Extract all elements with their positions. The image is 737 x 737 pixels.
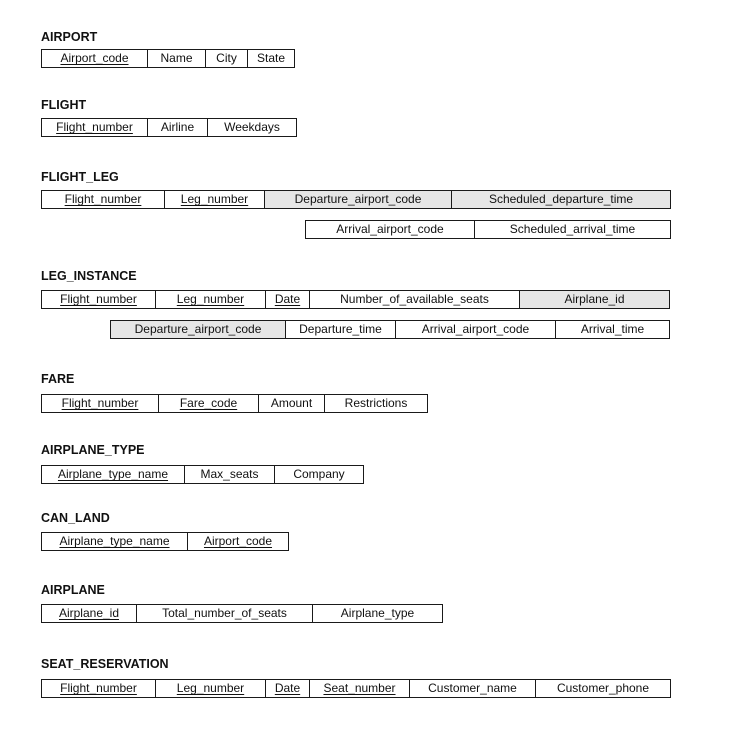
attr-restrictions: Restrictions xyxy=(344,396,408,410)
relation-title-leg-instance: LEG_INSTANCE xyxy=(41,269,137,283)
attr-airplane-type: Airplane_type xyxy=(340,606,415,620)
relation-airplane-attributes xyxy=(41,604,443,623)
relation-flight-leg-attributes xyxy=(41,190,671,209)
attr-airplane-type-name: Airplane_type_name xyxy=(42,466,185,483)
attr-airport-code: Airport_code xyxy=(203,534,273,548)
relation-fare-attributes xyxy=(41,394,428,413)
attr-departure-airport-code: Departure_airport_code xyxy=(111,321,286,338)
attr-flight-number: Flight_number xyxy=(42,395,159,412)
attr-flight-number: Flight_number xyxy=(42,191,165,208)
attr-leg-number: Leg_number xyxy=(156,291,266,308)
attr-flight-number: Flight_number xyxy=(42,291,156,308)
relation-title-fare: FARE xyxy=(41,372,75,386)
relation-airplane-type-attributes xyxy=(41,465,364,484)
attr-airline: Airline xyxy=(148,119,208,136)
relation-leg-instance-attributes xyxy=(41,290,670,309)
attr-airplane-type-name: Airplane_type_name xyxy=(42,533,188,550)
attr-leg-number: Leg_number xyxy=(165,191,265,208)
attr-city: City xyxy=(206,50,248,67)
relation-flight-attributes xyxy=(41,118,297,137)
relation-seat-reservation-attributes xyxy=(41,679,671,698)
attr-date: Date xyxy=(266,291,310,308)
relation-title-seat-reservation: SEAT_RESERVATION xyxy=(41,657,169,671)
attr-departure-airport-code: Departure_airport_code xyxy=(265,191,452,208)
attr-max-seats: Max_seats xyxy=(185,466,275,483)
attr-date: Date xyxy=(266,680,310,697)
attr-scheduled-departure-time: Scheduled_departure_time xyxy=(452,191,670,208)
attr-weekdays: Weekdays xyxy=(224,120,280,134)
attr-total-number-of-seats: Total_number_of_seats xyxy=(137,605,313,622)
attr-airplane-id: Airplane_id xyxy=(520,291,669,308)
attr-airport-code: Airport_code xyxy=(42,50,148,67)
attr-arrival-airport-code: Arrival_airport_code xyxy=(306,221,475,238)
relation-title-airplane: AIRPLANE xyxy=(41,583,105,597)
relation-title-can-land: CAN_LAND xyxy=(41,511,110,525)
relation-title-flight: FLIGHT xyxy=(41,98,87,112)
attr-customer-name: Customer_name xyxy=(410,680,536,697)
attr-state: State xyxy=(256,51,286,65)
relation-leg-instance-attributes-continued xyxy=(110,320,670,339)
attr-arrival-airport-code: Arrival_airport_code xyxy=(396,321,556,338)
attr-amount: Amount xyxy=(259,395,325,412)
attr-departure-time: Departure_time xyxy=(286,321,396,338)
relation-flight-leg-attributes-continued xyxy=(305,220,671,239)
attr-company: Company xyxy=(293,467,345,481)
attr-customer-phone: Customer_phone xyxy=(556,681,650,695)
attr-flight-number: Flight_number xyxy=(42,119,148,136)
attr-name: Name xyxy=(148,50,206,67)
attr-leg-number: Leg_number xyxy=(156,680,266,697)
attr-seat-number: Seat_number xyxy=(310,680,410,697)
attr-scheduled-arrival-time: Scheduled_arrival_time xyxy=(509,222,636,236)
attr-arrival-time: Arrival_time xyxy=(580,322,645,336)
attr-fare-code: Fare_code xyxy=(159,395,259,412)
attr-airplane-id: Airplane_id xyxy=(42,605,137,622)
attr-number-of-available-seats: Number_of_available_seats xyxy=(310,291,520,308)
relation-title-flight-leg: FLIGHT_LEG xyxy=(41,170,119,184)
attr-flight-number: Flight_number xyxy=(42,680,156,697)
relation-airport-attributes xyxy=(41,49,295,68)
relation-title-airport: AIRPORT xyxy=(41,30,98,44)
relation-can-land-attributes xyxy=(41,532,289,551)
relation-title-airplane-type: AIRPLANE_TYPE xyxy=(41,443,145,457)
